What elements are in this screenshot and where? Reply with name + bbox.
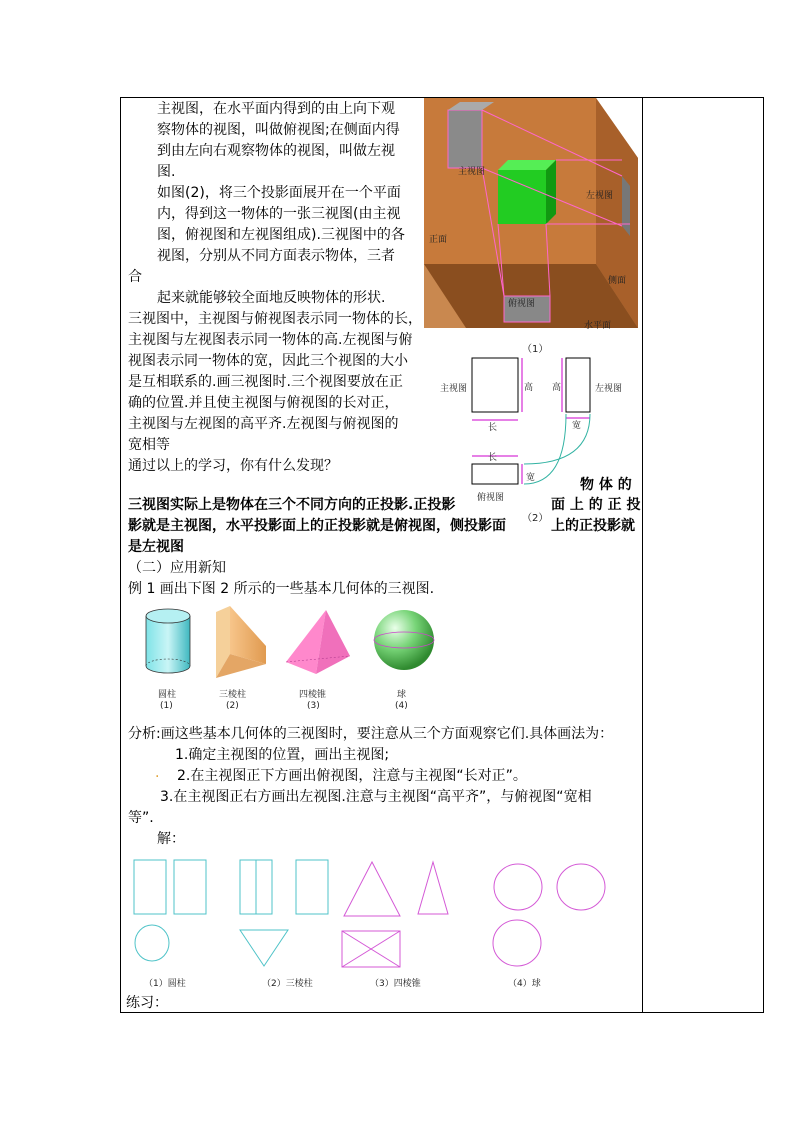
fig2-top-view-label: 俯视图: [477, 493, 505, 503]
intro-line: 图，俯视图和左视图组成).三视图中的各: [157, 227, 405, 243]
solution-label: 解：: [157, 831, 185, 847]
intro-line: 视图，分别从不同方面表示物体，三者: [157, 248, 395, 264]
three-view-figure: [440, 352, 640, 502]
question-line: 通过以上的学习，你有什么发现？: [128, 458, 338, 474]
step-3: 3.在主视图正右方画出左视图.注意与主视图“高平齐”，与俯视图“宽相: [160, 789, 592, 805]
fig2-main-view-label: 主视图: [440, 384, 468, 394]
practice-label: 练习：: [126, 995, 168, 1011]
conclusion-line-2r: 上的正投影就: [551, 518, 635, 534]
fig2-chang-label-2: 长: [488, 453, 498, 463]
view-caption-prism: （2）三棱柱: [262, 979, 313, 989]
section-title: （二）应用新知: [128, 560, 226, 576]
example-text: 例 1 画出下图 2 所示的一些基本几何体的三视图.: [128, 581, 435, 597]
intro-line: 图.: [157, 164, 176, 180]
intro-line: 主视图，在水平面内得到的由上向下观: [157, 101, 395, 117]
intro-line: 是互相联系的.画三视图时.三个视图要放在正: [128, 374, 403, 390]
step-2: 2.在主视图正下方画出俯视图，注意与主视图“长对正”。: [177, 768, 527, 784]
intro-line: 内，得到这一物体的一张三视图(由主视: [157, 206, 401, 222]
intro-line: 主视图与左视图的高平齐.左视图与俯视图的: [128, 416, 399, 432]
view-caption-pyramid: （3）四棱锥: [370, 979, 421, 989]
intro-line: 察物体的视图，叫做俯视图;在侧面内得: [157, 122, 400, 138]
fig2-chang-label-1: 长: [488, 423, 498, 433]
fig1-top-view-label: 俯视图: [508, 299, 536, 309]
fig1-side-label: 侧面: [608, 276, 627, 286]
solid-name-pyramid: 四棱锥: [299, 690, 327, 700]
fig2-kuan-label-2: 宽: [526, 473, 536, 483]
conclusion-line-1: 三视图实际上是物体在三个不同方向的正投影.正投影: [128, 497, 456, 513]
fig1-left-view-label: 左视图: [586, 191, 614, 201]
solid-name-prism: 三棱柱: [219, 690, 247, 700]
fig1-main-view-label: 主视图: [458, 167, 486, 177]
intro-line: 起来就能够较全面地反映物体的形状.: [157, 290, 386, 306]
step-1: 1.确定主视图的位置，画出主视图;: [175, 747, 390, 763]
solid-num-pyramid: (3): [307, 701, 320, 711]
fig1-caption: （1）: [522, 344, 549, 355]
intro-line: 三视图中，主视图与俯视图表示同一物体的长，: [128, 311, 422, 327]
fig2-gao-label-2: 高: [552, 383, 562, 393]
fig2-caption: （2）: [522, 513, 549, 524]
solid-num-cylinder: (1): [160, 701, 173, 711]
decorative-dot: .: [155, 765, 160, 781]
intro-line: 合: [128, 269, 142, 285]
step-3-cont: 等”.: [128, 810, 154, 826]
solid-num-prism: (2): [226, 701, 239, 711]
view-caption-sphere: （4）球: [508, 979, 541, 989]
conclusion-right-1: 物 体 的: [580, 477, 632, 493]
view-caption-cylinder: （1）圆柱: [144, 979, 186, 989]
three-view-answers: [128, 854, 618, 974]
table-column-divider: [642, 97, 643, 1013]
intro-line: 如图(2)，将三个投影面展开在一个平面: [157, 185, 401, 201]
fig2-gao-label-1: 高: [524, 383, 534, 393]
solid-num-sphere: (4): [395, 701, 408, 711]
fig2-kuan-label-1: 宽: [572, 421, 582, 431]
intro-line: 宽相等: [128, 437, 170, 453]
intro-line: 视图表示同一物体的宽，因此三个视图的大小: [128, 353, 408, 369]
solid-name-cylinder: 圆柱: [158, 690, 177, 700]
intro-line: 到由左向右观察物体的视图，叫做左视: [157, 143, 395, 159]
conclusion-line-3: 是左视图: [128, 539, 184, 555]
analysis-text: 分析:画这些基本几何体的三视图时，要注意从三个方面观察它们.具体画法为：: [128, 726, 614, 742]
solids-figure: [140, 606, 440, 686]
fig1-front-label: 正面: [429, 235, 448, 245]
conclusion-right-2: 面 上 的 正 投: [551, 497, 641, 513]
fig2-left-view-label: 左视图: [595, 384, 623, 394]
intro-line: 主视图与左视图表示同一物体的高.左视图与俯: [128, 332, 413, 348]
fig1-horizontal-label: 水平面: [584, 321, 612, 331]
solid-name-sphere: 球: [397, 690, 407, 700]
conclusion-line-2: 影就是主视图，水平投影面上的正投影就是俯视图，侧投影面: [128, 518, 506, 534]
intro-line: 确的位置.并且使主视图与俯视图的长对正，: [128, 395, 399, 411]
